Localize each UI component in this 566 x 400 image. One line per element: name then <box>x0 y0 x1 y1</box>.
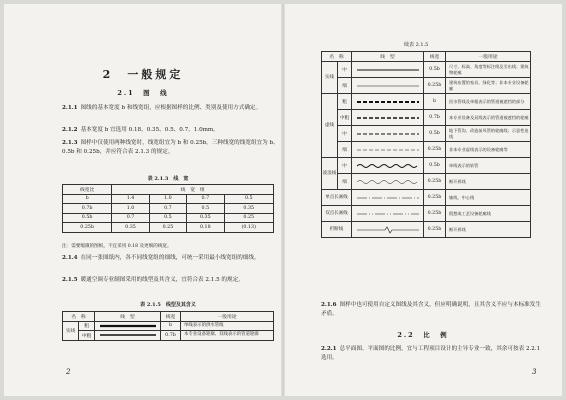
line-sample <box>352 126 424 142</box>
table-cell: 1.4 <box>112 194 149 204</box>
table-cell: 0.7 <box>112 213 149 223</box>
paragraph-number: 2.1.2 <box>62 127 78 133</box>
paragraph-number: 2.2.1 <box>321 346 337 352</box>
line-width-table <box>62 184 274 233</box>
line-sample <box>95 321 161 331</box>
table-cell: 0.7 <box>187 194 224 204</box>
table-cell: (0.13) <box>224 223 273 233</box>
table-cell: 1.0 <box>112 204 149 214</box>
table-cell: 实线 <box>322 62 338 94</box>
table-cell: 轴线、中心线 <box>446 190 531 206</box>
paragraph-text: 基本宽度 b 宜选用 0.18、0.35、0.5、0.7、1.0mm。 <box>80 127 219 133</box>
table-row <box>63 223 274 233</box>
table-cell: b <box>63 194 112 204</box>
table-cell: 粗 <box>338 94 352 110</box>
page-number: 3 <box>532 368 537 376</box>
line-sample <box>352 174 424 190</box>
paragraph-2-1-3 <box>62 139 280 157</box>
paragraph-text: 图样中也可使用自定义图线及其含义，但应明确说明，且其含义不应与本标准发生矛盾。 <box>321 302 541 317</box>
table-cell: 0.5b <box>424 158 446 174</box>
line-sample <box>352 222 424 238</box>
table-row <box>63 213 274 223</box>
paragraph-text: 暖通空调专业制图采用的线型及其含义，宜符合表 2.1.5 的规定。 <box>80 277 244 283</box>
table-cell: 0.25 <box>149 223 186 233</box>
table-cell: 1.0 <box>149 194 186 204</box>
table-header-cell: 线 型 <box>352 52 424 62</box>
table-cell: 0.5b <box>63 213 112 223</box>
table-cell: 0.7b <box>63 204 112 214</box>
table-cell: 单线表示的软管 <box>446 158 531 174</box>
table-cell: 中 <box>338 158 352 174</box>
table-cell: 中粗 <box>79 331 95 341</box>
table-cell: 地下管沟、改造前风管的轮廓线；示意性连线 <box>446 126 531 142</box>
table-cell: 单点长画线 <box>322 190 352 206</box>
table-caption: 表 2.1.3 线 宽 <box>147 176 189 182</box>
table-cell: 折断线 <box>322 222 352 238</box>
table-header-row <box>63 185 274 195</box>
table-header-cell: 线宽 <box>424 52 446 62</box>
table-row <box>322 126 531 142</box>
paragraph-text: 总平面图、平面图的比例，宜与工程项目设计的主导专业一致，其余可按表 2.2.1 选用。 <box>321 346 541 361</box>
table-note: 注：需要缩微的图纸，不宜采用 0.18 及更细的线宽。 <box>62 244 172 249</box>
paragraph-2-1-4 <box>62 254 280 263</box>
paragraph-2-1-6 <box>321 301 541 319</box>
table-row <box>322 94 531 110</box>
table-cell: 本专业设备轮廓、双线表示的管道轮廓 <box>181 331 274 341</box>
table-cell: 非本专业虚线表示的设备轮廓等 <box>446 142 531 158</box>
table-row <box>322 110 531 126</box>
paragraph-number: 2.1.5 <box>62 277 78 283</box>
table-row <box>322 158 531 174</box>
paragraph-2-1-5 <box>62 276 280 285</box>
table-header-cell: 线宽 <box>161 312 181 322</box>
table-cell: 0.25 <box>224 213 273 223</box>
table-cell: 中 <box>338 126 352 142</box>
table-cell: 0.7b <box>161 331 181 341</box>
line-sample <box>352 78 424 94</box>
table-header-cell: 线 宽 组 <box>112 185 274 195</box>
table-cell: 0.5 <box>187 204 224 214</box>
paragraph-number: 2.1.6 <box>321 302 337 308</box>
paragraph-2-1-1 <box>62 104 280 113</box>
line-sample <box>352 62 424 78</box>
table-cell: 中 <box>338 62 352 78</box>
table-row <box>63 194 274 204</box>
paragraph-text: 图样中仅使用两种线宽时，线宽组宜为 b 和 0.25b。三种线宽的线宽组宜为 b、0.5b 和 0.25b，并应符合表 2.1.3 的规定。 <box>62 140 279 155</box>
table-header-row <box>63 312 274 322</box>
line-sample <box>352 110 424 126</box>
table-cell: 细 <box>338 174 352 190</box>
table-header-cell: 名 称 <box>322 52 352 62</box>
table-cell: 细 <box>338 142 352 158</box>
table-caption: 表 2.1.5 线型及其含义 <box>140 302 196 308</box>
line-type-table <box>62 311 274 341</box>
table-header-cell: 线宽比 <box>63 185 112 195</box>
line-type-table-continued <box>321 51 531 238</box>
table-cell: 0.35 <box>187 213 224 223</box>
table-cell: 粗 <box>79 321 95 331</box>
table-cell: 0.25b <box>424 78 446 94</box>
right-page <box>284 4 562 396</box>
table-header-cell: 线 型 <box>95 312 161 322</box>
paragraph-number: 2.1.3 <box>62 140 78 146</box>
table-cell: 双点长画线 <box>322 206 352 222</box>
table-header-cell: 一般用途 <box>181 312 274 322</box>
table-cell: b <box>424 94 446 110</box>
paragraph-text: 图线的基本宽度 b 和线宽组，应根据图样的比例、类别及使用方式确定。 <box>80 105 262 111</box>
table-cell: 中粗 <box>338 110 352 126</box>
left-page <box>4 4 282 396</box>
page-number: 2 <box>66 368 71 376</box>
table-cell: 0.25b <box>424 142 446 158</box>
table-cell: 0.5 <box>149 213 186 223</box>
table-row <box>322 190 531 206</box>
line-sample <box>352 94 424 110</box>
table-cell: 虚线 <box>322 94 338 158</box>
table-cell: 波浪线 <box>322 158 338 190</box>
line-sample <box>352 142 424 158</box>
paragraph-number: 2.1.1 <box>62 105 78 111</box>
section-title: 2.1 图 线 <box>117 89 169 97</box>
table-cell: 0.25b <box>424 190 446 206</box>
line-sample <box>352 158 424 174</box>
table-row <box>322 62 531 78</box>
table-cell: 假想或工艺设备轮廓线 <box>446 206 531 222</box>
table-cell: b <box>161 321 181 331</box>
table-cell: 断开界线 <box>446 222 531 238</box>
table-cell: 0.35 <box>112 223 149 233</box>
table-row <box>322 222 531 238</box>
table-cell: 0.5 <box>224 194 273 204</box>
table-cell: 0.7 <box>149 204 186 214</box>
table-cell: 建筑布置的家具、绿化等；非本专业设备轮廓 <box>446 78 531 94</box>
section-title: 2.2 比 例 <box>397 331 449 339</box>
paragraph-number: 2.1.4 <box>62 255 78 261</box>
table-cell: 0.5b <box>424 126 446 142</box>
chapter-title: 2 一般规定 <box>102 68 184 81</box>
table-cell: 0.25b <box>424 174 446 190</box>
table-row <box>63 331 274 341</box>
paragraph-text: 在同一张图纸内，各不同线宽组的细线，可统一采用最小线宽组的细线。 <box>80 255 260 261</box>
table-row <box>322 206 531 222</box>
line-sample <box>95 331 161 341</box>
table-cell: 0.25b <box>424 206 446 222</box>
table-cell: 0.35 <box>224 204 273 214</box>
table-row <box>322 174 531 190</box>
table-header-row <box>322 52 531 62</box>
table-header-cell: 名 称 <box>63 312 95 322</box>
table-cell: 断开界线 <box>446 174 531 190</box>
book-spread <box>4 4 562 396</box>
paragraph-2-2-1 <box>321 345 541 363</box>
table-cell: 0.5b <box>424 62 446 78</box>
table-cell: 0.7b <box>424 110 446 126</box>
table-cell: 0.18 <box>187 223 224 233</box>
table-cell: 尺寸、标高、角度等标注线及引出线；建筑物轮廓 <box>446 62 531 78</box>
table-cell: 实线 <box>63 321 79 340</box>
table-cell: 单线表示的供水管线 <box>181 321 274 331</box>
table-row <box>322 78 531 94</box>
table-row <box>63 321 274 331</box>
table-cell: 回水管线及单根表示的管道被遮挡的部分 <box>446 94 531 110</box>
table-cell: 0.25b <box>424 222 446 238</box>
paragraph-2-1-2 <box>62 126 280 135</box>
line-sample <box>352 190 424 206</box>
table-cell: 细 <box>338 78 352 94</box>
table-cell: 本专业设备及双线表示的管道被遮挡的轮廓 <box>446 110 531 126</box>
table-row <box>63 204 274 214</box>
continued-table-caption: 续表 2.1.5 <box>404 42 429 48</box>
table-header-cell: 一般用途 <box>446 52 531 62</box>
table-row <box>322 142 531 158</box>
table-cell: 0.25b <box>63 223 112 233</box>
line-sample <box>352 206 424 222</box>
